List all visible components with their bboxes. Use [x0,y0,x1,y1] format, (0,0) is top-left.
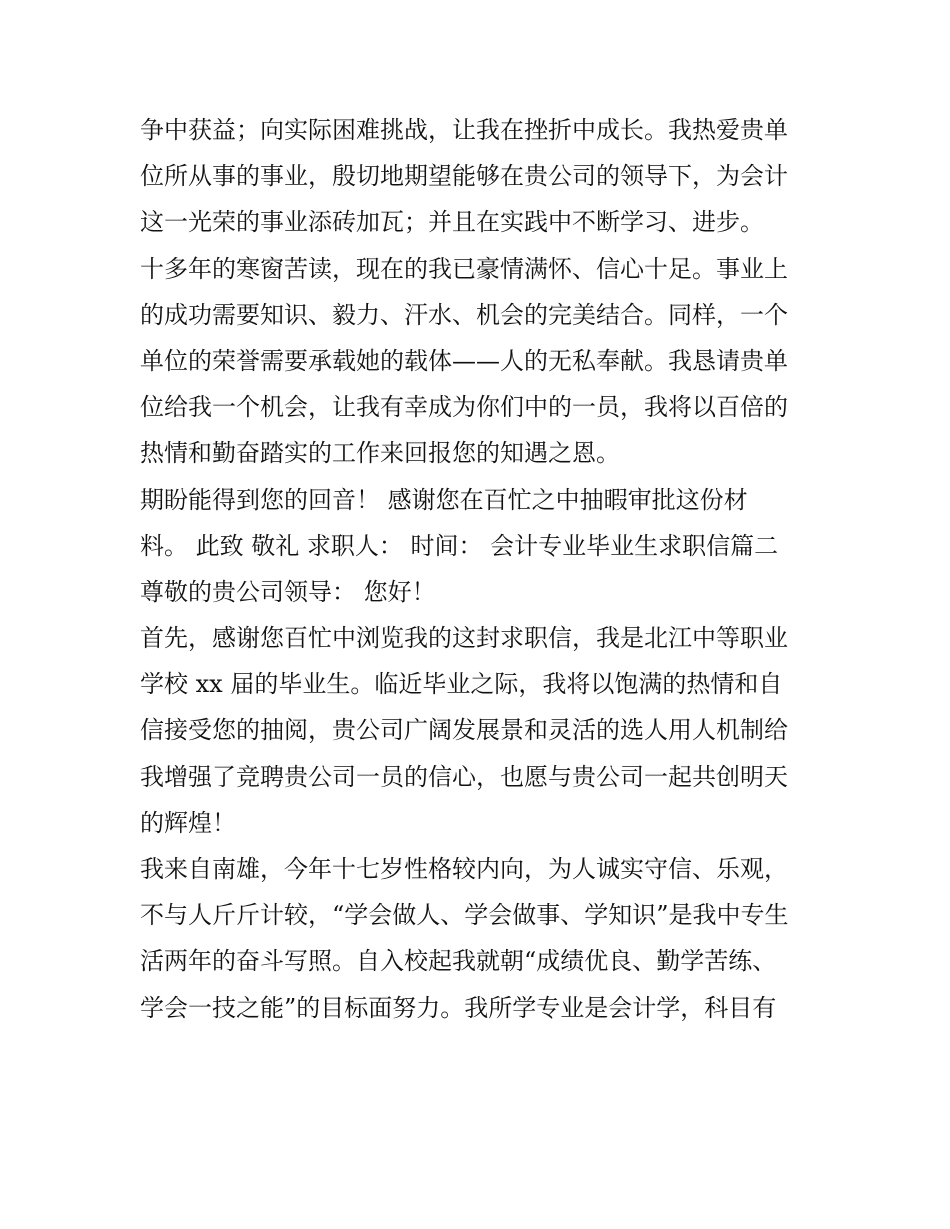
text-line: 活两年的奋斗写照。自入校起我就朝“成绩优良、勤学苦练、 [140,947,777,976]
text-line: 信接受您的抽阅，贵公司广阔发展景和灵活的选人用人机制给 [140,716,788,745]
text-line: 首先，感谢您百忙中浏览我的这封求职信，我是北江中等职业 [140,624,788,653]
text-line: 单位的荣誉需要承载她的载体——人的无私奉献。我恳请贵单 [140,346,788,375]
text-line: 不与人斤斤计较，“学会做人、学会做事、学知识”是我中专生 [140,901,789,930]
text-line: 学会一技之能”的目标面努力。我所学专业是会计学，科目有 [140,993,777,1022]
text-line: 的成功需要知识、毅力、汗水、机会的完美结合。同样，一个 [140,300,788,329]
text-line: 我增强了竞聘贵公司一员的信心，也愿与贵公司一起共创明天 [140,762,788,791]
letter-body [140,107,820,1031]
text-line: 我来自南雄，今年十七岁性格较内向，为人诚实守信、乐观， [140,855,788,883]
text-line: 争中获益；向实际困难挑战，让我在挫折中成长。我热爱贵单 [140,116,788,144]
text-line: 热情和勤奋踏实的工作来回报您的知遇之恩。 [140,439,620,468]
text-line: 这一光荣的事业添砖加瓦；并且在实践中不断学习、进步。 [140,208,764,237]
text-line: 十多年的寒窗苦读，现在的我已豪情满怀、信心十足。事业上 [140,254,788,283]
text-line: 尊敬的贵公司领导： 您好！ [140,577,436,606]
text-line: 位所从事的事业，殷切地期望能够在贵公司的领导下，为会计 [140,162,788,191]
text-line: 期盼能得到您的回音！ 感谢您在百忙之中抽暇审批这份材 [140,485,748,514]
text-line: 位给我一个机会，让我有幸成为你们中的一员，我将以百倍的 [140,393,788,422]
text-line: 学校 xx 届的毕业生。临近毕业之际，我将以饱满的热情和自 [140,670,783,699]
text-line: 料。 此致 敬礼 求职人： 时间： 会计专业毕业生求职信篇二 [140,531,779,560]
text-line: 的辉煌！ [140,808,236,837]
